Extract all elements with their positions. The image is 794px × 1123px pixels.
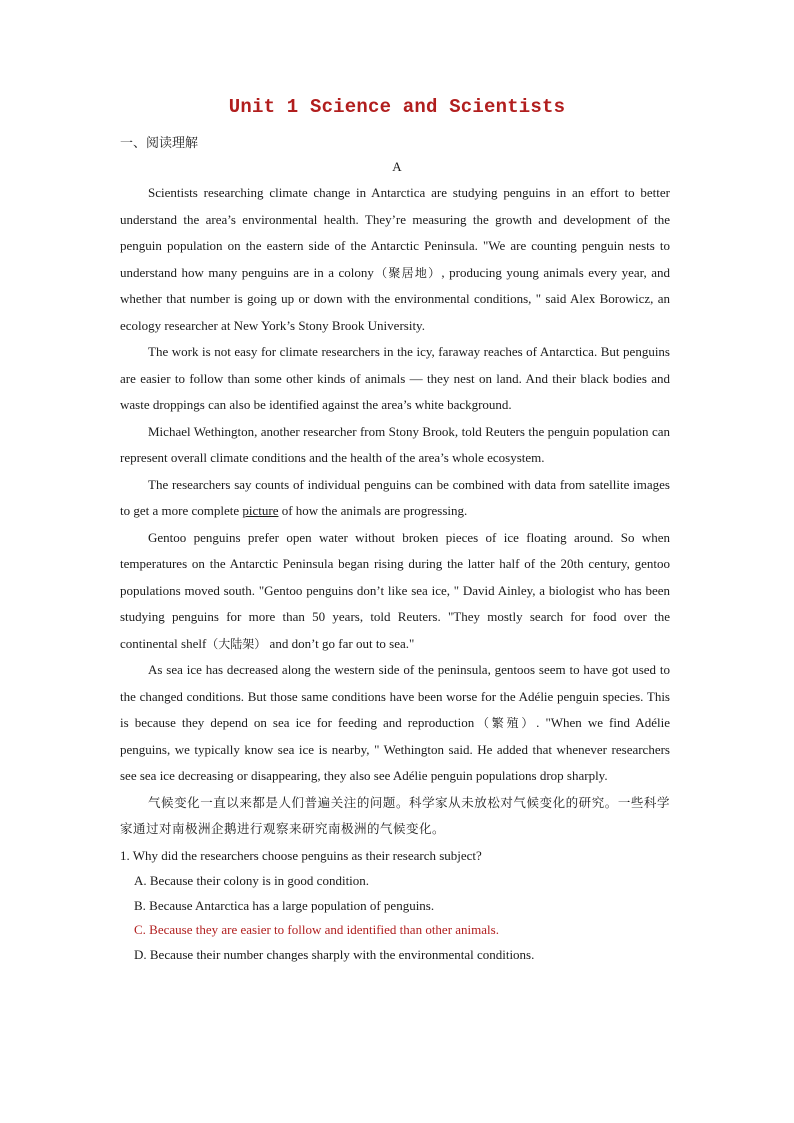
passage-label: A <box>392 159 402 174</box>
paragraph-5-gloss: （大陆架） <box>206 636 267 651</box>
option-c: C. Because they are easier to follow and identified than other animals. <box>134 922 499 937</box>
paragraph-5-text-a: Gentoo penguins prefer open water without broken pieces of ice floating around. So when temperatures on the Antarctic Peninsula began rising during the latter half of the 20th century, gentoo populations moved south. "Gentoo penguins don’t like sea ice, " David Ainley, a biologist who has been studying penguins for more than 50 years, told Reuters. "They mostly search for food over the continental shelf <box>120 529 670 651</box>
answer-options <box>120 869 670 967</box>
passage-body <box>120 180 670 967</box>
underlined-word: picture <box>242 503 279 518</box>
paragraph-5-text-b: and don’t go far out to sea." <box>266 635 415 651</box>
chinese-summary: 气候变化一直以来都是人们普遍关注的问题。科学家从未放松对气候变化的研究。一些科学家通过对南极洲企鹅进行观察来研究南极洲的气候变化。 <box>120 794 670 836</box>
section-heading: 一、阅读理解 <box>120 136 199 151</box>
paragraph-2: The work is not easy for climate researchers in the icy, faraway reaches of Antarctica. But penguins are easier to follow than some other kinds of animals — they nest on land. And their black bodies and waste droppings can also be identified against the area’s white background. <box>120 344 670 412</box>
paragraph-1-text-b: , producing young animals every year, and whether that number is going up or down with the environmental conditions, " said Alex Borowicz, an ecology researcher at New York’s Stony Brook University. <box>120 264 670 333</box>
paragraph-5 <box>120 525 670 658</box>
paragraph-6-text-a: As sea ice has decreased along the western side of the peninsula, gentoos seem to have got used to the changed conditions. But those same conditions have been worse for the Adélie penguin species. This is because they depend on sea ice for feeding and reproduction <box>120 662 670 730</box>
option-b: B. Because Antarctica has a large population of penguins. <box>134 897 435 913</box>
paragraph-6-text-b: . "When we find Adélie penguins, we typically know sea ice is nearby, " Wethington said. He added that whenever researchers see sea ice decreasing or disappearing, they also see Adélie penguin populations drop sharply. <box>120 715 670 783</box>
page-title: Unit 1 Science and Scientists <box>228 96 566 118</box>
paragraph-6-gloss: （繁殖） <box>474 716 537 730</box>
option-a: A. Because their colony is in good condition. <box>134 873 370 888</box>
paragraph-4-text-b: of how the animals are progressing. <box>278 503 468 518</box>
paragraph-1-gloss: （聚居地） <box>373 265 442 280</box>
paragraph-4 <box>120 472 670 525</box>
option-d: D. Because their number changes sharply with the environmental conditions. <box>134 946 535 962</box>
paragraph-3: Michael Wethington, another researcher from Stony Brook, told Reuters the penguin population can represent overall climate conditions and the health of the area’s whole ecosystem. <box>120 423 670 465</box>
paragraph-1 <box>120 180 670 339</box>
paragraph-6 <box>120 657 670 790</box>
paragraph-4-text-a: The researchers say counts of individual penguins can be combined with data from satellite images to get a more complete <box>120 476 670 518</box>
paragraph-1-text-a: Scientists researching climate change in Antarctica are studying penguins in an effort to better understand the area’s environmental health. They’re measuring the growth and development of the penguin population on the eastern side of the Antarctic Peninsula. "We are counting penguin nests to understand how many penguins are in a colony <box>120 185 670 280</box>
question-text: 1. Why did the researchers choose penguins as their research subject? <box>120 847 482 863</box>
